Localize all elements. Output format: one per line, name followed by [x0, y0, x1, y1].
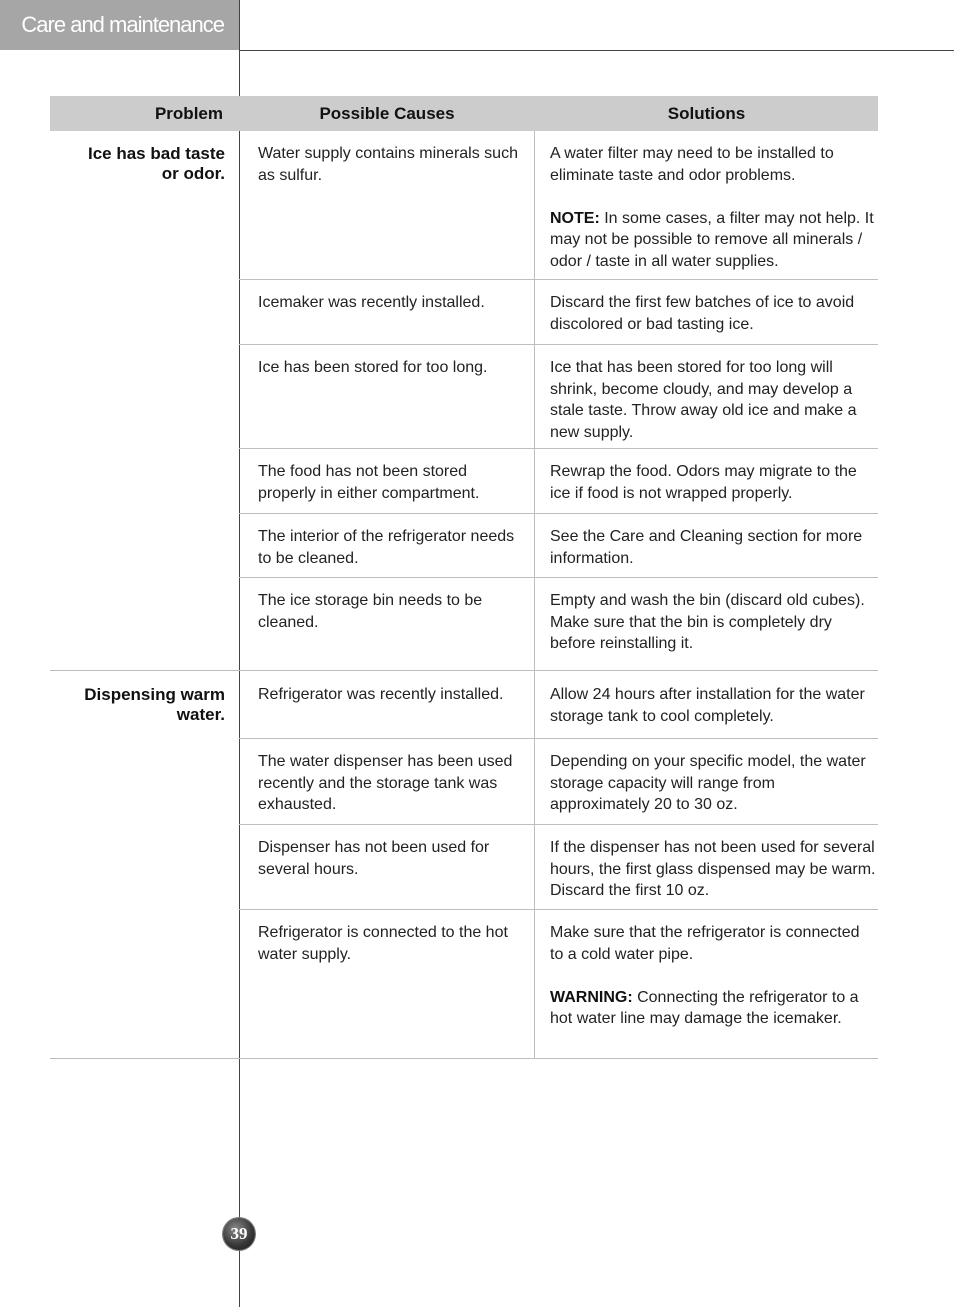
cause-cell: The water dispenser has been used recently and the storage tank was exhausted.: [239, 739, 535, 824]
table-row: [239, 345, 878, 449]
cause-cell: The interior of the refrigerator needs to be cleaned.: [239, 514, 535, 577]
warning-label: WARNING:: [550, 988, 633, 1006]
solution-cell: Empty and wash the bin (discard old cubes). Make sure that the bin is completely dry before reinstalling it.: [550, 592, 865, 652]
cause-cell: Ice has been stored for too long.: [239, 345, 535, 448]
troubleshooting-table: [50, 96, 878, 1059]
cause-cell: The food has not been stored properly in either compartment.: [239, 449, 535, 513]
column-header-solutions: Solutions: [667, 103, 746, 123]
problem-label: Dispensing warm water.: [84, 685, 225, 724]
problem-label: Ice has bad taste or odor.: [87, 144, 225, 183]
solution-text: A water filter may need to be installed to eliminate taste and odor problems.: [550, 145, 834, 184]
table-row: [239, 671, 878, 739]
warning-text: Connecting the refrigerator to a hot water line may damage the icemaker.: [550, 988, 859, 1027]
table-row: [239, 578, 878, 670]
table-row: [239, 739, 878, 825]
note-label: NOTE:: [550, 209, 600, 227]
table-row: [239, 131, 878, 280]
solution-cell: If the dispenser has not been used for several hours, the first glass dispensed may be warm. Discard the first 10 oz.: [550, 839, 876, 899]
column-header-causes: Possible Causes: [319, 103, 455, 123]
cause-cell: The ice storage bin needs to be cleaned.: [239, 578, 535, 670]
solution-cell: Allow 24 hours after installation for the water storage tank to cool completely.: [550, 686, 865, 725]
problem-group-ice-taste: [50, 131, 878, 671]
table-row: [239, 910, 878, 1058]
solution-cell: Depending on your specific model, the water storage capacity will range from approximately 20 to 30 oz.: [550, 753, 866, 813]
table-row: [239, 825, 878, 910]
solution-text: Make sure that the refrigerator is connected to a cold water pipe.: [550, 924, 860, 963]
table-row: [239, 514, 878, 578]
page-number-badge: 39: [223, 1218, 255, 1250]
note-text: In some cases, a filter may not help. It may not be possible to remove all minerals / odor / taste in all water supplies.: [550, 209, 874, 270]
cause-cell: Icemaker was recently installed.: [239, 280, 535, 344]
cause-cell: Water supply contains minerals such as sulfur.: [239, 131, 535, 279]
solution-cell: [535, 910, 878, 1058]
solution-note: [550, 208, 876, 273]
section-title: Care and maintenance: [0, 0, 239, 50]
solution-cell: [535, 131, 878, 279]
column-header-problem: Problem: [154, 103, 223, 123]
cause-cell: Refrigerator is connected to the hot water supply.: [239, 910, 535, 1058]
header-rule: [239, 50, 954, 51]
problem-group-warm-water: [50, 671, 878, 1059]
table-header: [50, 96, 878, 131]
solution-cell: Discard the first few batches of ice to avoid discolored or bad tasting ice.: [550, 294, 855, 333]
cause-cell: Refrigerator was recently installed.: [239, 671, 535, 738]
solution-cell: See the Care and Cleaning section for more information.: [550, 528, 863, 567]
solution-cell: Ice that has been stored for too long will shrink, become cloudy, and may develop a stale taste. Throw away old ice and make a new supply.: [550, 359, 857, 441]
solution-warning: [550, 987, 876, 1030]
solution-cell: Rewrap the food. Odors may migrate to the ice if food is not wrapped properly.: [550, 463, 857, 502]
table-row: [239, 280, 878, 345]
cause-cell: Dispenser has not been used for several hours.: [239, 825, 535, 909]
table-row: [239, 449, 878, 514]
